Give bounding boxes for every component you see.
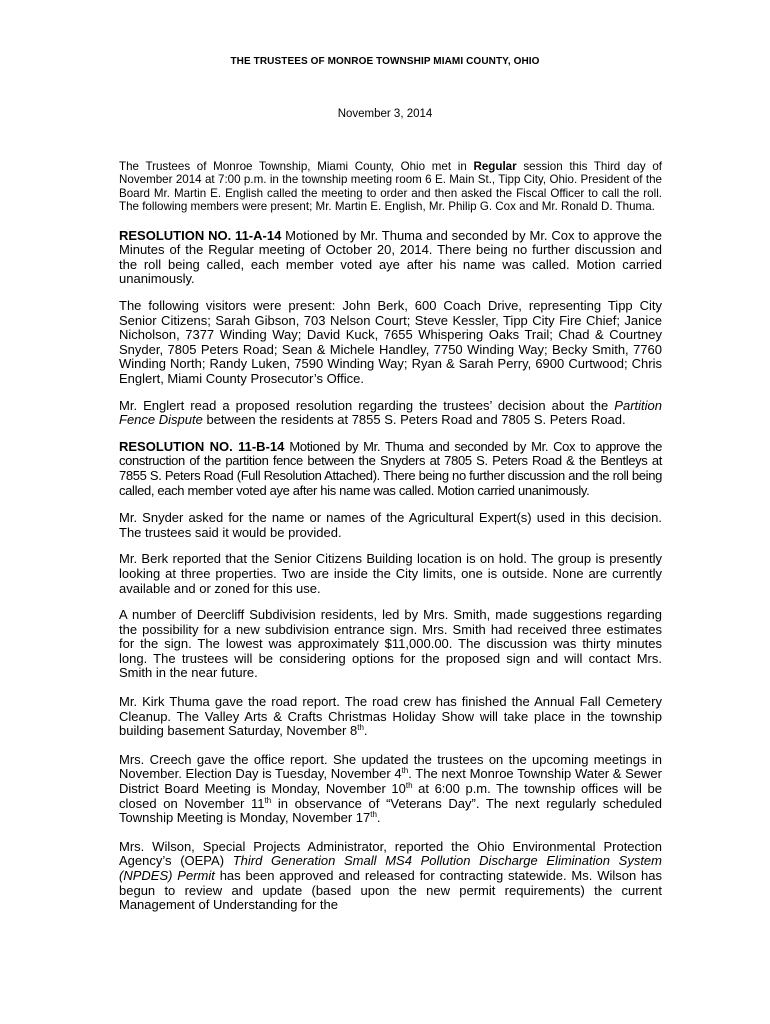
- wilson-text-end: has been approved and released for contracting statewide. Ms. Wilson has begun to review and update (based upon the new permit requirements) the current Management of Understanding for the: [119, 868, 662, 913]
- road-report-paragraph: [119, 695, 662, 739]
- session-type: Regular: [473, 160, 517, 173]
- resolution-11-a-14-paragraph: [119, 229, 662, 287]
- office-sup-4: th: [370, 810, 377, 820]
- intro-text-start: The Trustees of Monroe Township, Miami County, Ohio met in: [119, 160, 474, 173]
- office-sup-3: th: [264, 795, 272, 805]
- office-text-3: at 6:00 p.m. The township offices will be closed on November 11: [119, 781, 662, 811]
- office-text-5: .: [376, 810, 381, 826]
- englert-text-start: Mr. Englert read a proposed resolution regarding the trustees’ decision about the: [119, 397, 615, 413]
- resolution-11-a-14-text: Motioned by Mr. Thuma and seconded by Mr. Cox to approve the Minutes of the Regular meeting of October 20, 2014. There being no further discussion and the roll being called, each member voted aye after his name was called. Motion carried unanimously.: [119, 227, 662, 287]
- resolution-11-b-14-text: Motioned by Mr. Thuma and seconded by Mr. Cox to approve the construction of the partition fence between the Snyders at 7805 S. Peters Road & the Bentleys at 7855 S. Peters Road (Full Resolution Attached). There being no further discussion and the roll being called, each member voted aye after his name was called. Motion carried unanimously.: [119, 438, 662, 498]
- office-text-4: in observance of “Veterans Day”. The next regularly scheduled Township Meeting is Monday, November 17: [119, 795, 662, 826]
- englert-paragraph: [119, 399, 662, 428]
- snyder-paragraph: Mr. Snyder asked for the name or names of the Agricultural Expert(s) used in this decision. The trustees said it would be provided.: [119, 510, 662, 540]
- englert-text-end: between the residents at 7855 S. Peters Road and 7805 S. Peters Road.: [202, 412, 626, 428]
- intro-paragraph: [119, 160, 662, 214]
- resolution-11-b-14-paragraph: [119, 440, 662, 498]
- partition-fence-dispute: Partition Fence Dispute: [119, 397, 662, 428]
- berk-paragraph: Mr. Berk reported that the Senior Citizens Building location is on hold. The group is presently looking at three properties. Two are inside the City limits, one is outside. None are currently available and or zoned for this use.: [119, 551, 662, 596]
- wilson-paragraph: [119, 840, 662, 913]
- road-report-end: .: [363, 723, 368, 739]
- npdes-permit-title: Third Generation Small MS4 Pollution Discharge Elimination System (NPDES) Permit: [119, 853, 662, 883]
- road-report-text: Mr. Kirk Thuma gave the road report. The road crew has finished the Annual Fall Cemetery Cleanup. The Valley Arts & Crafts Christmas Holiday Show will take place in the township building basement Saturday, November 8: [119, 694, 662, 739]
- resolution-11-a-14-label: RESOLUTION NO. 11-A-14: [119, 227, 282, 243]
- office-sup-2: th: [405, 781, 413, 791]
- road-report-sup: th: [357, 723, 364, 733]
- visitors-paragraph: The following visitors were present: John Berk, 600 Coach Drive, representing Tipp City Senior Citizens; Sarah Gibson, 703 Nelson Court; Steve Kessler, Tipp City Fire Chief; Janice Nicholson, 7377 Winding Way; David Kuck, 7655 Whispering Oaks Trail; Chad & Courtney Snyder, 7805 Peters Road; Sean & Michele Handley, 7750 Winding Way; Becky Smith, 7760 Winding North; Randy Luken, 7590 Winding Way; Ryan & Sarah Perry, 6900 Curtwood; Chris Englert, Miami County Prosecutor’s Office.: [119, 298, 662, 386]
- office-sup-1: th: [401, 766, 409, 776]
- wilson-text-start: Mrs. Wilson, Special Projects Administrator, reported the Ohio Environmental Protection Agency’s (OEPA): [119, 838, 662, 869]
- intro-text-end: session this Third day of November 2014 at 7:00 p.m. in the township meeting room 6 E. Main St., Tipp City, Ohio. President of the Board Mr. Martin E. English called the meeting to order and then asked the Fiscal Officer to call the roll. The following members were present; Mr. Martin E. English, Mr. Philip G. Cox and Mr. Ronald D. Thuma.: [119, 160, 662, 214]
- minutes-body: [119, 160, 662, 925]
- document-title: THE TRUSTEES OF MONROE TOWNSHIP MIAMI COUNTY, OHIO: [230, 56, 540, 67]
- office-report-paragraph: [119, 753, 662, 826]
- office-text-2: . The next Monroe Township Water & Sewer District Board Meeting is Monday, November 10: [119, 766, 662, 797]
- office-text-1: Mrs. Creech gave the office report. She updated the trustees on the upcoming meetings in November. Election Day is Tuesday, November 4: [119, 751, 662, 782]
- deercliff-paragraph: A number of Deercliff Subdivision residents, led by Mrs. Smith, made suggestions regarding the possibility for a new subdivision entrance sign. Mrs. Smith had received three estimates for the sign. The lowest was approximately $11,000.00. The discussion was thirty minutes long. The trustees will be considering options for the proposed sign and will contact Mrs. Smith in the near future.: [119, 607, 662, 681]
- resolution-11-b-14-label: RESOLUTION NO. 11-B-14: [119, 438, 285, 454]
- meeting-date: November 3, 2014: [337, 108, 433, 120]
